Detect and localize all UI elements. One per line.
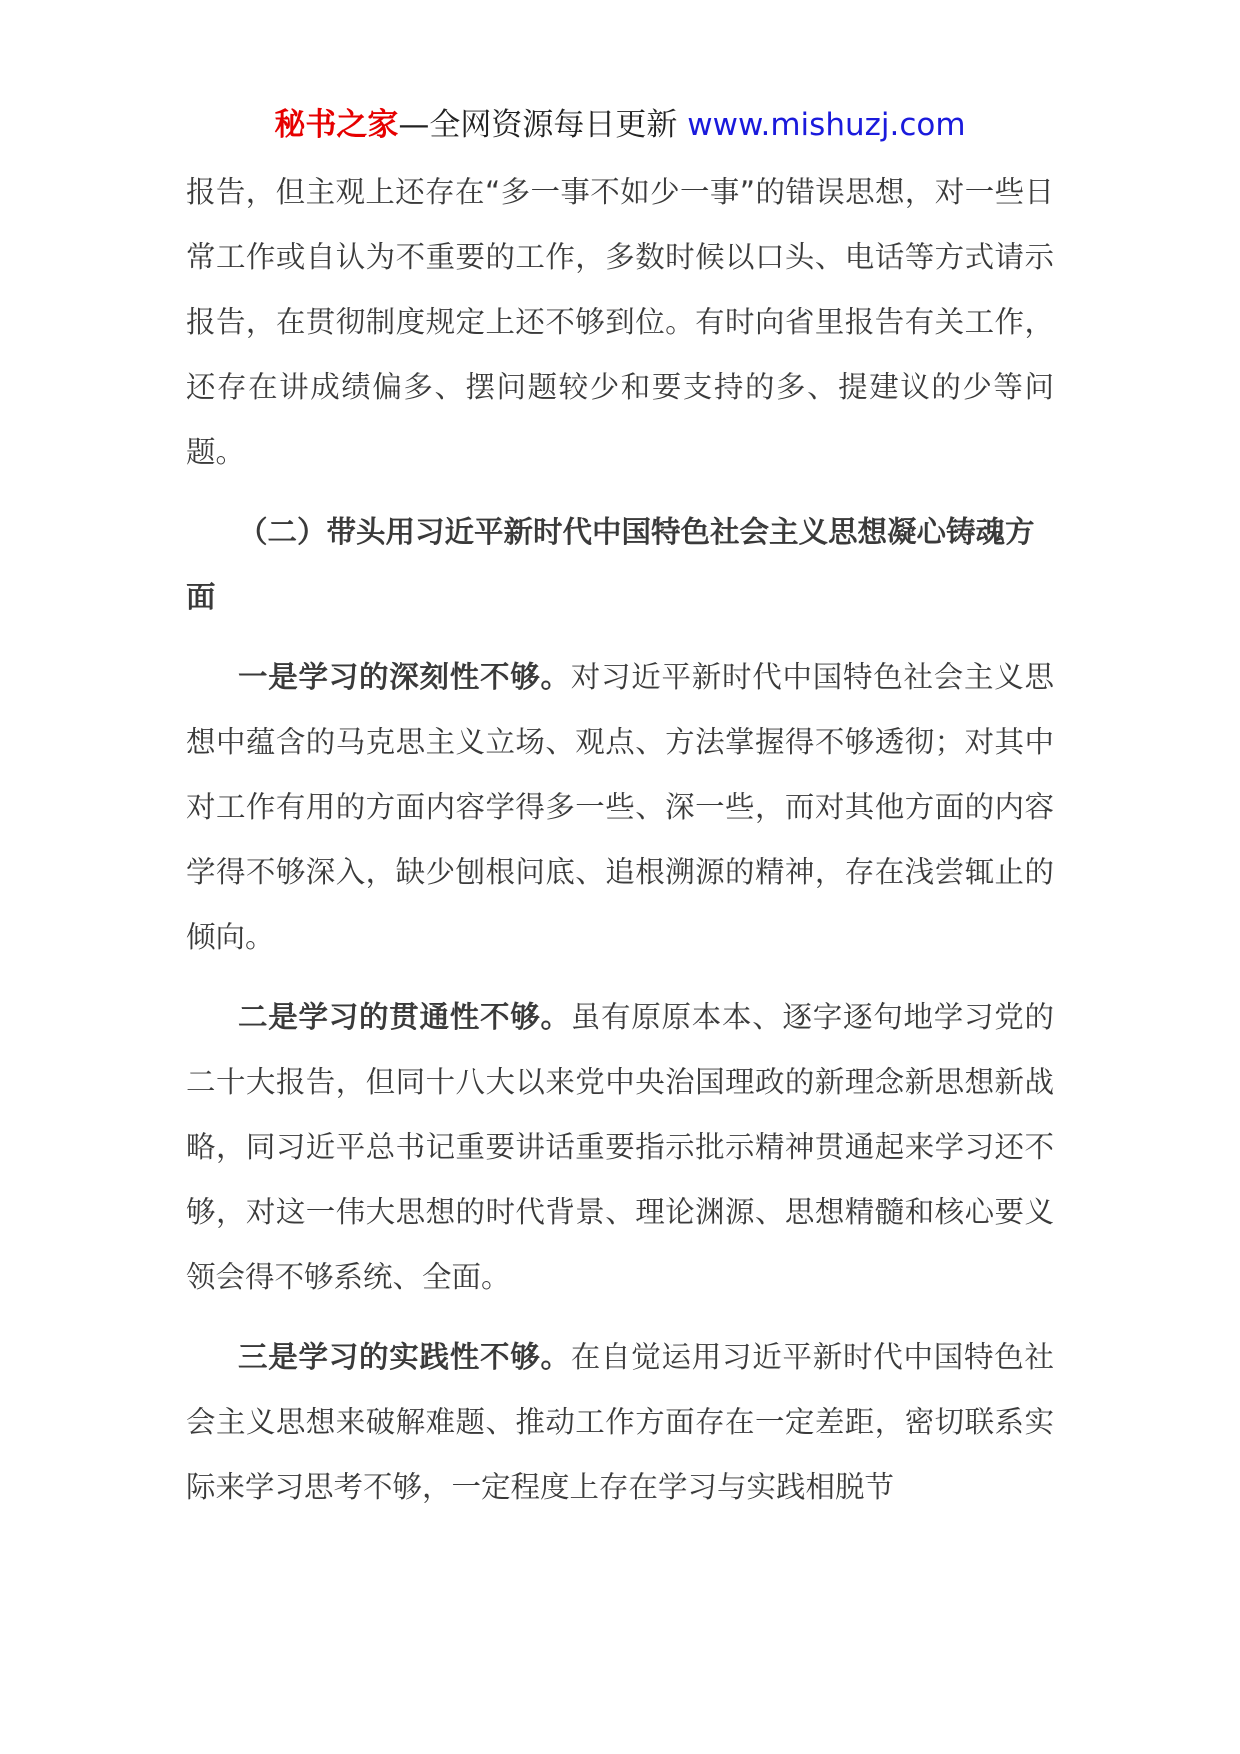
point-paragraph-1: [186, 645, 1054, 970]
point-paragraph-3: [186, 1325, 1054, 1520]
section-heading: （二）带头用习近平新时代中国特色社会主义思想凝心铸魂方面: [186, 515, 1035, 614]
point-lead: 一是学习的深刻性不够。: [238, 660, 571, 694]
point-lead: 二是学习的贯通性不够。: [238, 1000, 571, 1034]
page-header: [0, 100, 1240, 150]
document-body: [186, 160, 1054, 1520]
intro-paragraph: 报告，但主观上还存在“多一事不如少一事”的错误思想，对一些日常工作或自认为不重要的工作，多数时候以口头、电话等方式请示报告，在贯彻制度规定上还不够到位。有时向省里报告有关工作，还存在讲成绩偏多、摆问题较少和要支持的多、提建议的少等问题。: [186, 175, 1054, 469]
header-tagline: —全网资源每日更新: [398, 107, 688, 143]
point-text: 对习近平新时代中国特色社会主义思想中蕴含的马克思主义立场、观点、方法掌握得不够透彻；对其中对工作有用的方面内容学得多一些、深一些，而对其他方面的内容学得不够深入，缺少刨根问底、追根溯源的精神，存在浅尝辄止的倾向。: [186, 660, 1054, 954]
site-url: www.mishuzj.com: [687, 107, 966, 143]
point-text: 虽有原原本本、逐字逐句地学习党的二十大报告，但同十八大以来党中央治国理政的新理念新思想新战略，同习近平总书记重要讲话重要指示批示精神贯通起来学习还不够，对这一伟大思想的时代背景、理论渊源、思想精髓和核心要义领会得不够系统、全面。: [186, 1000, 1054, 1294]
point-text: 在自觉运用习近平新时代中国特色社会主义思想来破解难题、推动工作方面存在一定差距，密切联系实际来学习思考不够，一定程度上存在学习与实践相脱节: [186, 1340, 1054, 1504]
point-lead: 三是学习的实践性不够。: [238, 1340, 571, 1374]
brand-name: 秘书之家: [274, 107, 399, 143]
point-paragraph-2: [186, 985, 1054, 1310]
